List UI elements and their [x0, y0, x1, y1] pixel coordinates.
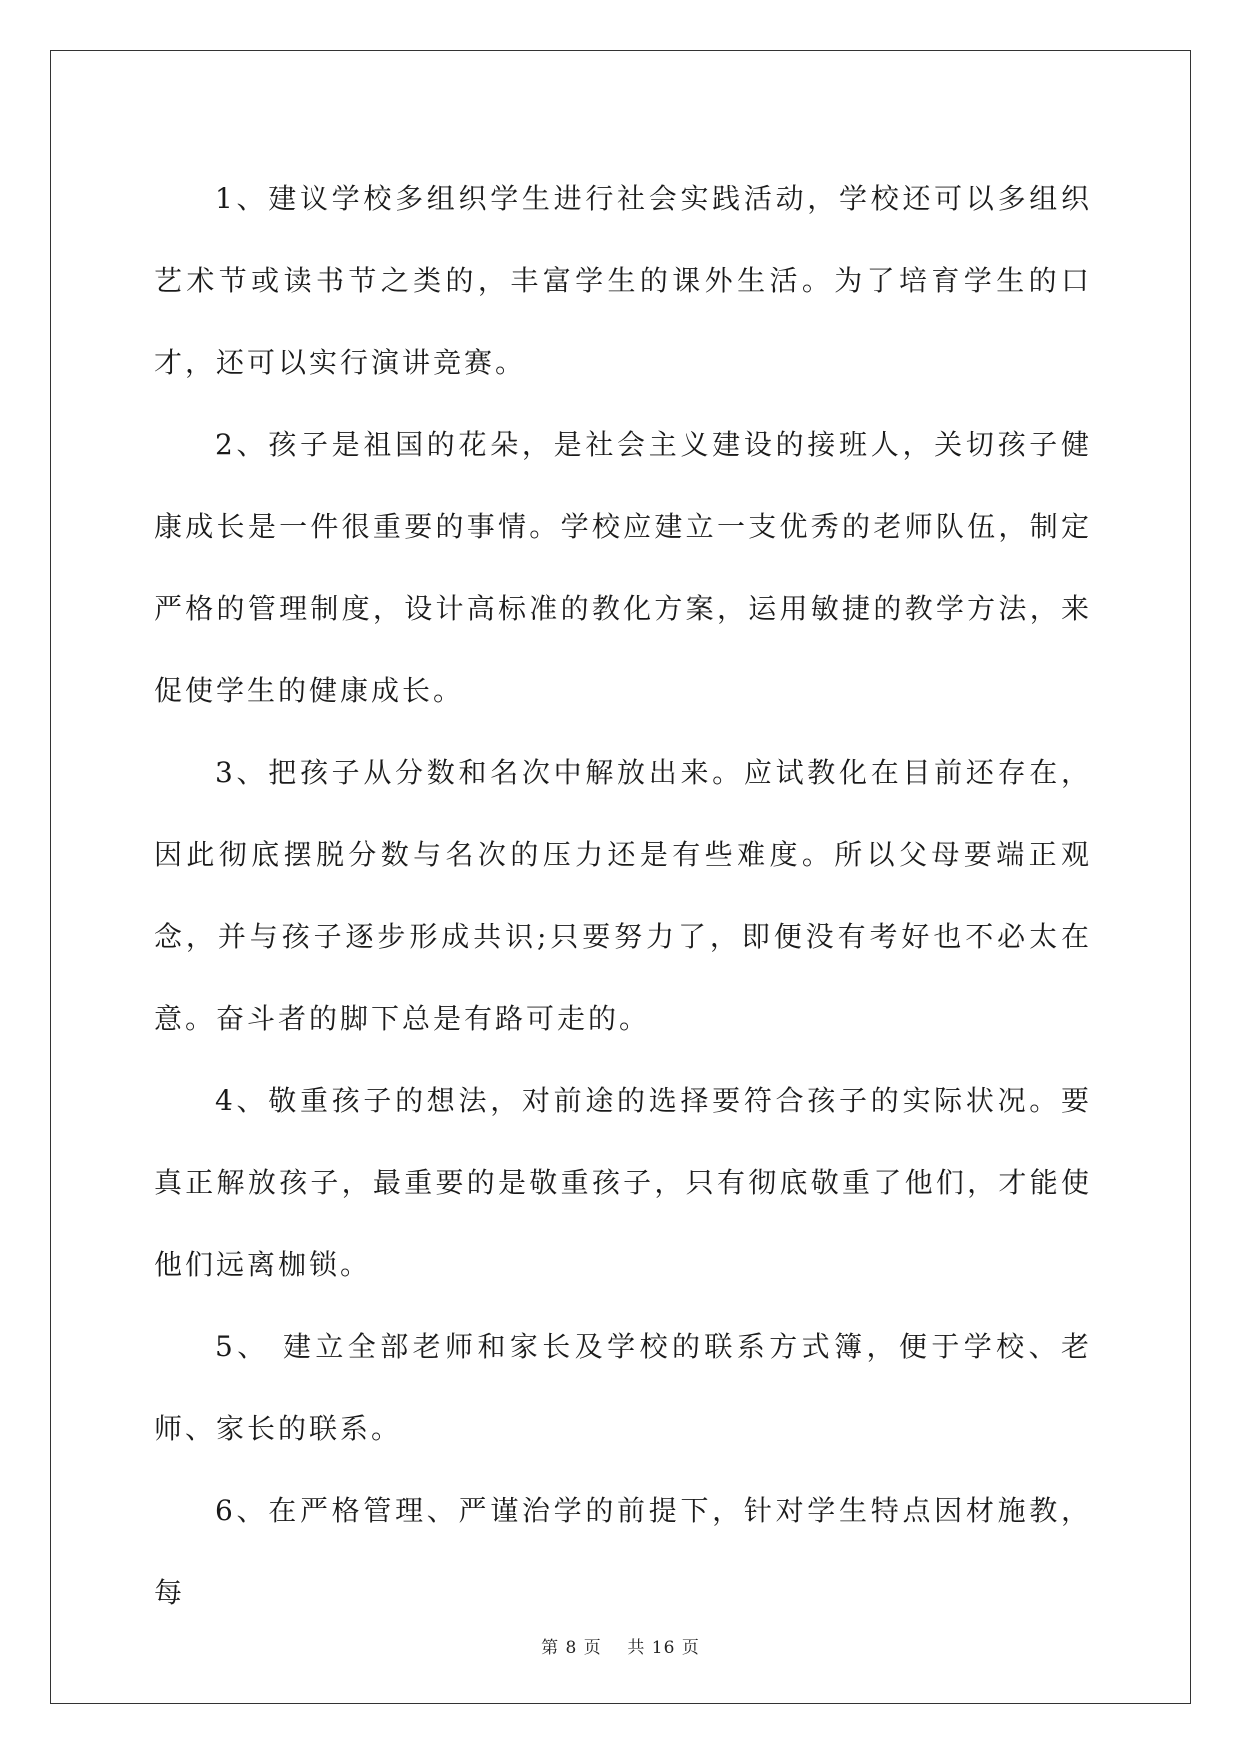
- page-number: 第 8 页: [541, 1638, 602, 1658]
- document-body: [154, 158, 1092, 1634]
- page-footer: [0, 1633, 1241, 1658]
- paragraph-2: 2、孩子是祖国的花朵，是社会主义建设的接班人，关切孩子健康成长是一件很重要的事情。学校应建立一支优秀的老师队伍，制定严格的管理制度，设计高标准的教化方案，运用敏捷的教学方法，来促使学生的健康成长。: [154, 428, 1092, 707]
- total-pages: 共 16 页: [627, 1638, 700, 1658]
- paragraph-5: 5、 建立全部老师和家长及学校的联系方式簿，便于学校、老师、家长的联系。: [154, 1330, 1092, 1445]
- paragraph-6: 6、在严格管理、严谨治学的前提下，针对学生特点因材施教，每: [154, 1494, 1092, 1609]
- paragraph-3: 3、把孩子从分数和名次中解放出来。应试教化在目前还存在，因此彻底摆脱分数与名次的压力还是有些难度。所以父母要端正观念，并与孩子逐步形成共识;只要努力了，即便没有考好也不必太在意。奋斗者的脚下总是有路可走的。: [154, 756, 1092, 1035]
- paragraph-4: 4、敬重孩子的想法，对前途的选择要符合孩子的实际状况。要真正解放孩子，最重要的是敬重孩子，只有彻底敬重了他们，才能使他们远离枷锁。: [154, 1084, 1092, 1281]
- paragraph-1: 1、建议学校多组织学生进行社会实践活动，学校还可以多组织艺术节或读书节之类的，丰富学生的课外生活。为了培育学生的口才，还可以实行演讲竞赛。: [154, 182, 1092, 379]
